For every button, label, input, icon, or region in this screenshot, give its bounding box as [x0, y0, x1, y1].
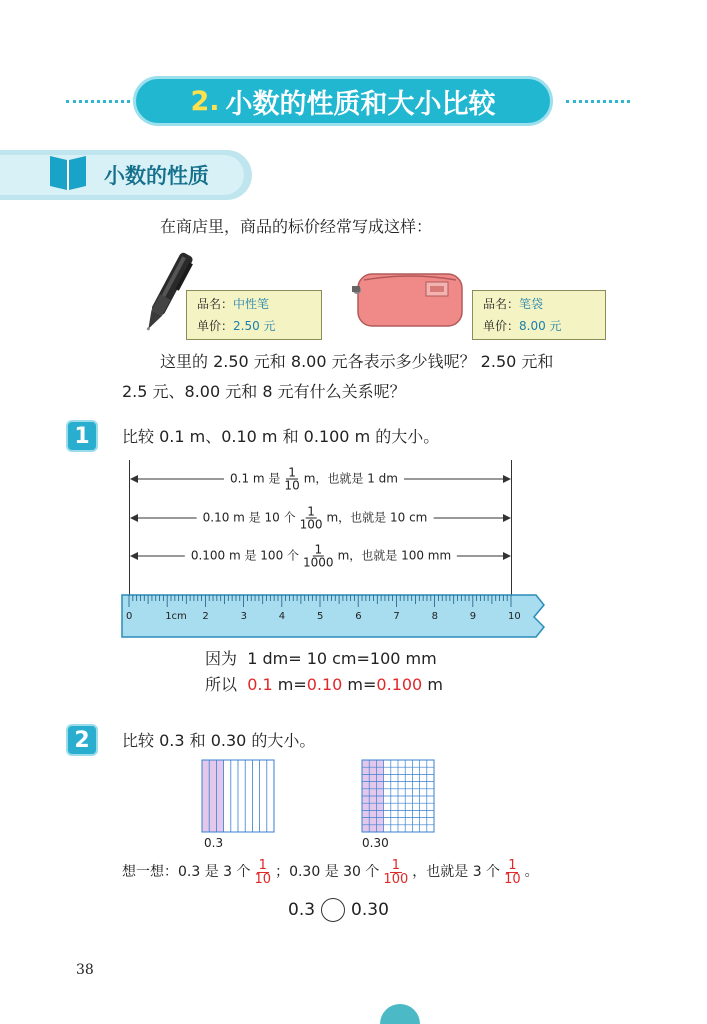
tenths-grid: [200, 758, 276, 834]
hundredths-grid: [360, 758, 436, 834]
compare-left: 0.3: [288, 900, 316, 920]
chapter-number: 2.: [190, 85, 220, 117]
ruler-label: 10: [508, 611, 521, 622]
tag-name-value: 中性笔: [233, 297, 270, 311]
tenths-grid-label: 0.3: [204, 836, 224, 850]
header-dots-left: [66, 100, 130, 103]
compare-row: [288, 898, 389, 922]
pencil-case-price-tag: [472, 290, 606, 340]
intro-text: 在商店里，商品的标价经常写成这样：: [160, 217, 433, 236]
value-0-10: 0.10: [306, 675, 343, 694]
tag-name-label: 品名：: [483, 297, 520, 311]
tag-name-label: 品名：: [197, 297, 234, 311]
measure-label-2: 0.10 m 是 10 个 $\frac{1}{100}$ m，也就是 10 cm: [197, 506, 434, 531]
because-line: [205, 646, 437, 672]
ruler-label: 3: [240, 611, 247, 622]
hundredths-grid-label: 0.30: [362, 836, 389, 850]
tag-price-label: 单价：: [483, 319, 520, 333]
because-equation: 1 dm= 10 cm=100 mm: [247, 649, 437, 668]
ruler-label: 5: [317, 611, 324, 622]
tag-price-value: 8.00 元: [519, 319, 562, 333]
header-dots-right: [566, 100, 630, 103]
ruler-label: 1cm: [165, 611, 187, 622]
value-0-1: 0.1: [247, 675, 273, 694]
ruler-label: 8: [431, 611, 438, 622]
question-line-1: 这里的 2.50 元和 8.00 元各表示多少钱呢？ 2.50 元和: [160, 352, 554, 371]
footer-tab: [380, 1004, 420, 1024]
measure-label-3: 0.100 m 是 100 个 $\frac{1}{1000}$ m，也就是 100 mm: [185, 544, 457, 569]
think-line: 想一想：0.3 是 3 个 $\frac{1}{10}$ ；0.30 是 30 个 $\frac{1}{100}$ ，也就是 3 个 $\frac{1}{10}$ 。: [122, 857, 539, 887]
compare-right: 0.30: [351, 900, 389, 920]
example-1-badge: 1: [66, 420, 98, 452]
example-2-badge: 2: [66, 724, 98, 756]
ruler-label: 0: [126, 611, 133, 622]
value-0-100: 0.100: [376, 675, 423, 694]
therefore-line: 所以 0.1 m=0.10 m=0.100 m: [205, 675, 443, 694]
tag-price-label: 单价：: [197, 319, 234, 333]
ruler-label: 4: [278, 611, 286, 622]
compare-circle-blank[interactable]: [321, 898, 345, 922]
ruler-label: 7: [393, 611, 400, 622]
therefore-label: 所以: [205, 675, 238, 694]
chapter-title: [133, 76, 553, 126]
section-title: 小数的性质: [104, 164, 209, 188]
book-icon: [48, 150, 88, 192]
ruler-label: 2: [202, 611, 209, 622]
example-1-text: 比较 0.1 m、0.10 m 和 0.100 m 的大小。: [122, 427, 440, 446]
ruler-label: 9: [469, 611, 477, 622]
page-number: 38: [76, 962, 94, 978]
pencil-case-image: [350, 268, 468, 330]
chapter-title-text: 小数的性质和大小比较: [225, 88, 496, 120]
ruler-label: 6: [355, 611, 362, 622]
pen-price-tag: [186, 290, 322, 340]
tag-name-value: 笔袋: [519, 297, 544, 311]
tag-price-value: 2.50 元: [233, 319, 276, 333]
measure-label-1: 0.1 m 是 $\frac{1}{10}$ m，也就是 1 dm: [224, 467, 404, 492]
question-line-2: 2.5 元、8.00 元和 8 元有什么关系呢？: [122, 382, 406, 401]
because-label: 因为: [205, 649, 238, 668]
example-2-text: 比较 0.3 和 0.30 的大小。: [122, 731, 316, 750]
